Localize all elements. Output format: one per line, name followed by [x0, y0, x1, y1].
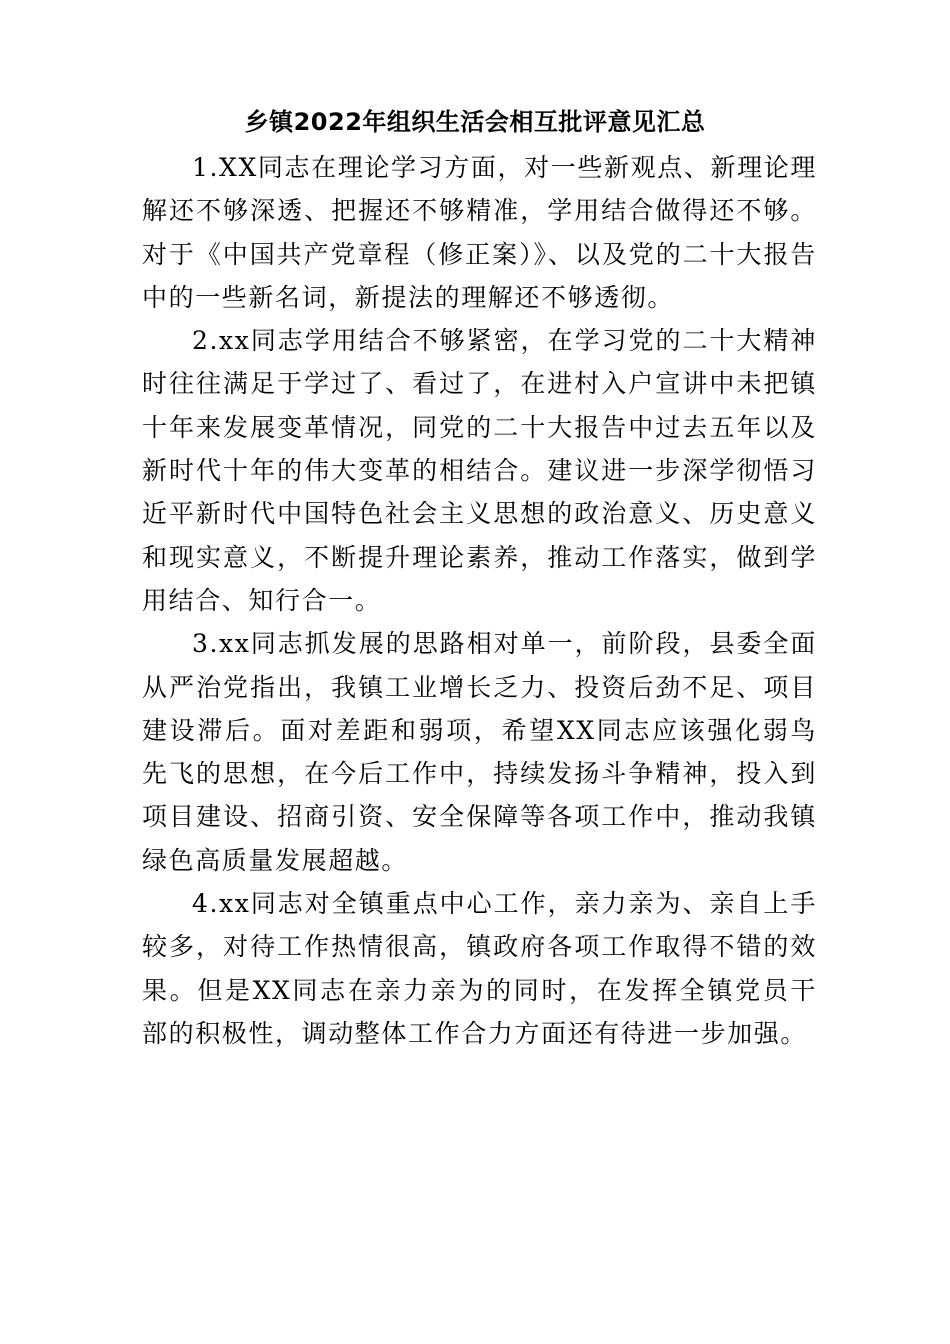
- document-body: [142, 146, 817, 1055]
- paragraph-1: 1.XX同志在理论学习方面，对一些新观点、新理论理解还不够深透、把握还不够精准，学用结合做得还不够。对于《中国共产党章程（修正案）》、以及党的二十大报告中的一些新名词，新提法的理解还不够透彻。: [142, 153, 817, 312]
- document-title: 乡镇2022年组织生活会相互批评意见汇总: [244, 108, 706, 136]
- paragraph-2: 2.xx同志学用结合不够紧密，在学习党的二十大精神时往往满足于学过了、看过了，在进村入户宣讲中未把镇十年来发展变革情况，同党的二十大报告中过去五年以及新时代十年的伟大变革的相结合。建议进一步深学彻悟习近平新时代中国特色社会主义思想的政治意义、历史意义和现实意义，不断提升理论素养，推动工作落实，做到学用结合、知行合一。: [142, 326, 817, 615]
- paragraph-3: 3.xx同志抓发展的思路相对单一，前阶段，县委全面从严治党指出，我镇工业增长乏力、投资后劲不足、项目建设滞后。面对差距和弱项，希望XX同志应该强化弱鸟先飞的思想，在今后工作中，持续发扬斗争精神，投入到项目建设、招商引资、安全保障等各项工作中，推动我镇绿色高质量发展超越。: [142, 629, 817, 875]
- paragraph-4: 4.xx同志对全镇重点中心工作，亲力亲为、亲自上手较多，对待工作热情很高，镇政府各项工作取得不错的效果。但是XX同志在亲力亲为的同时，在发挥全镇党员干部的积极性，调动整体工作合力方面还有待进一步加强。: [142, 889, 817, 1048]
